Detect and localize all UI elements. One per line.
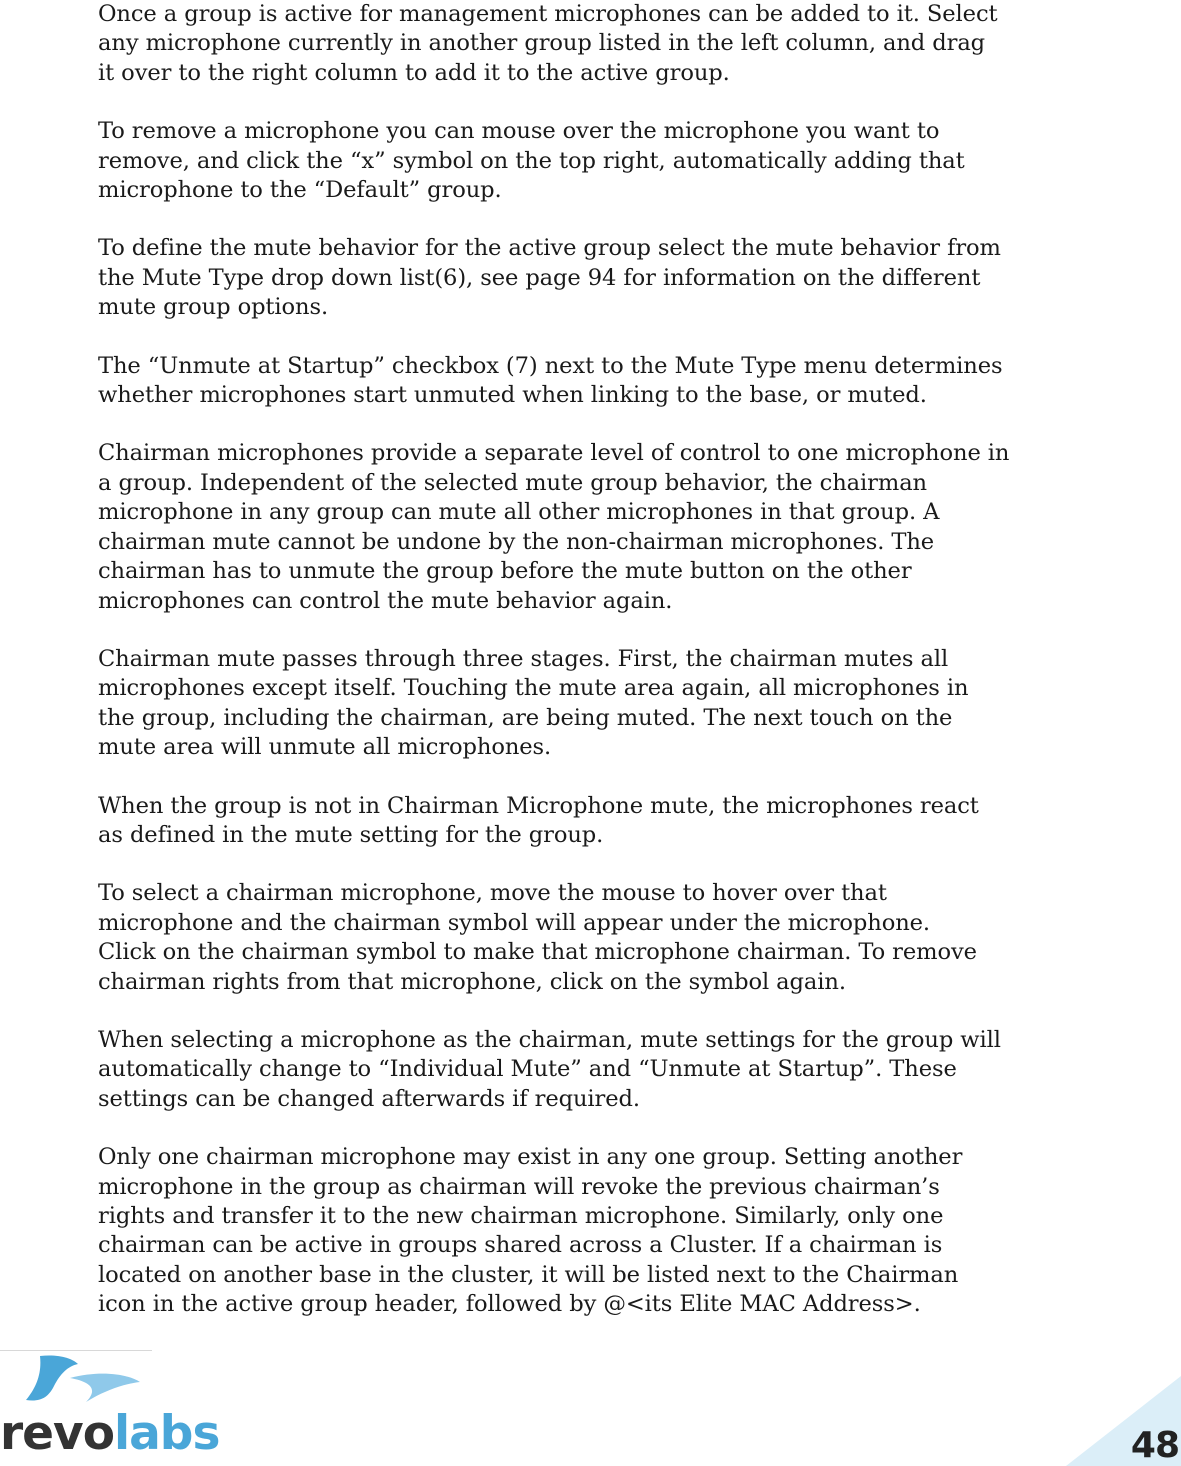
text-line: a group. Independent of the selected mute group behavior, the chairman bbox=[98, 469, 928, 496]
text-line: rights and transfer it to the new chairman microphone. Similarly, only one bbox=[98, 1203, 944, 1229]
text-line: microphone in any group can mute all other microphones in that group. A bbox=[98, 499, 940, 526]
text-line: remove, and click the “x” symbol on the top right, automatically adding that bbox=[98, 147, 965, 174]
text-line: When the group is not in Chairman Microphone mute, the microphones react bbox=[98, 792, 979, 819]
footer-divider bbox=[0, 1350, 152, 1351]
revolabs-logo-text bbox=[0, 1408, 219, 1460]
text-line: microphones can control the mute behavior again. bbox=[98, 587, 673, 614]
text-line: To remove a microphone you can mouse over the microphone you want to bbox=[98, 118, 940, 145]
paragraph bbox=[98, 352, 1098, 411]
page-number: 48 bbox=[1130, 1425, 1179, 1466]
text-line: microphones except itself. Touching the mute area again, all microphones in bbox=[98, 675, 969, 702]
text-line: mute group options. bbox=[98, 294, 329, 321]
text-line: Chairman mute passes through three stages. First, the chairman mutes all bbox=[98, 645, 949, 672]
text-line: When selecting a microphone as the chairman, mute settings for the group will bbox=[98, 1026, 1001, 1053]
text-line: microphone and the chairman symbol will appear under the microphone. bbox=[98, 909, 931, 936]
text-line: chairman mute cannot be undone by the non-chairman microphones. The bbox=[98, 528, 935, 555]
document-body bbox=[98, 0, 1098, 1349]
text-line: the group, including the chairman, are being muted. The next touch on the bbox=[98, 704, 953, 731]
text-line: icon in the active group header, followed by @<its Elite MAC Address>. bbox=[98, 1291, 921, 1318]
text-line: chairman can be active in groups shared across a Cluster. If a chairman is bbox=[98, 1232, 943, 1259]
text-line: Only one chairman microphone may exist in any one group. Setting another bbox=[98, 1144, 963, 1171]
paragraph bbox=[98, 0, 1098, 88]
paragraph bbox=[98, 792, 1098, 851]
paragraph bbox=[98, 1143, 1098, 1319]
paragraph bbox=[98, 645, 1098, 763]
text-line: chairman has to unmute the group before the mute button on the other bbox=[98, 558, 912, 585]
text-line: chairman rights from that microphone, click on the symbol again. bbox=[98, 968, 846, 995]
text-line: any microphone currently in another group listed in the left column, and drag bbox=[98, 30, 986, 57]
text-line: To select a chairman microphone, move the mouse to hover over that bbox=[98, 880, 887, 907]
text-line: Once a group is active for management microphones can be added to it. Select bbox=[98, 1, 998, 27]
text-line: located on another base in the cluster, it will be listed next to the Chairman bbox=[98, 1261, 959, 1288]
text-line: the Mute Type drop down list(6), see page 94 for information on the different bbox=[98, 264, 981, 291]
text-line: Chairman microphones provide a separate level of control to one microphone in bbox=[98, 440, 1010, 467]
text-line: Click on the chairman symbol to make that microphone chairman. To remove bbox=[98, 939, 977, 966]
text-line: settings can be changed afterwards if required. bbox=[98, 1085, 640, 1112]
text-line: microphone in the group as chairman will revoke the previous chairman’s bbox=[98, 1173, 940, 1200]
paragraph bbox=[98, 117, 1098, 205]
text-line: microphone to the “Default” group. bbox=[98, 177, 502, 204]
paragraph bbox=[98, 439, 1098, 615]
paragraph bbox=[98, 1026, 1098, 1114]
paragraph bbox=[98, 879, 1098, 997]
logo-text-revo: revo bbox=[0, 1406, 114, 1461]
text-line: whether microphones start unmuted when linking to the base, or muted. bbox=[98, 382, 927, 409]
text-line: as defined in the mute setting for the group. bbox=[98, 821, 604, 848]
text-line: automatically change to “Individual Mute” and “Unmute at Startup”. These bbox=[98, 1056, 957, 1083]
logo-text-labs: labs bbox=[113, 1406, 220, 1461]
paragraph bbox=[98, 234, 1098, 322]
text-line: To define the mute behavior for the active group select the mute behavior from bbox=[98, 235, 1001, 262]
text-line: mute area will unmute all microphones. bbox=[98, 734, 552, 761]
text-line: it over to the right column to add it to the active group. bbox=[98, 59, 730, 86]
wave-lower-icon bbox=[70, 1374, 140, 1402]
text-line: The “Unmute at Startup” checkbox (7) next to the Mute Type menu determines bbox=[98, 352, 1003, 379]
